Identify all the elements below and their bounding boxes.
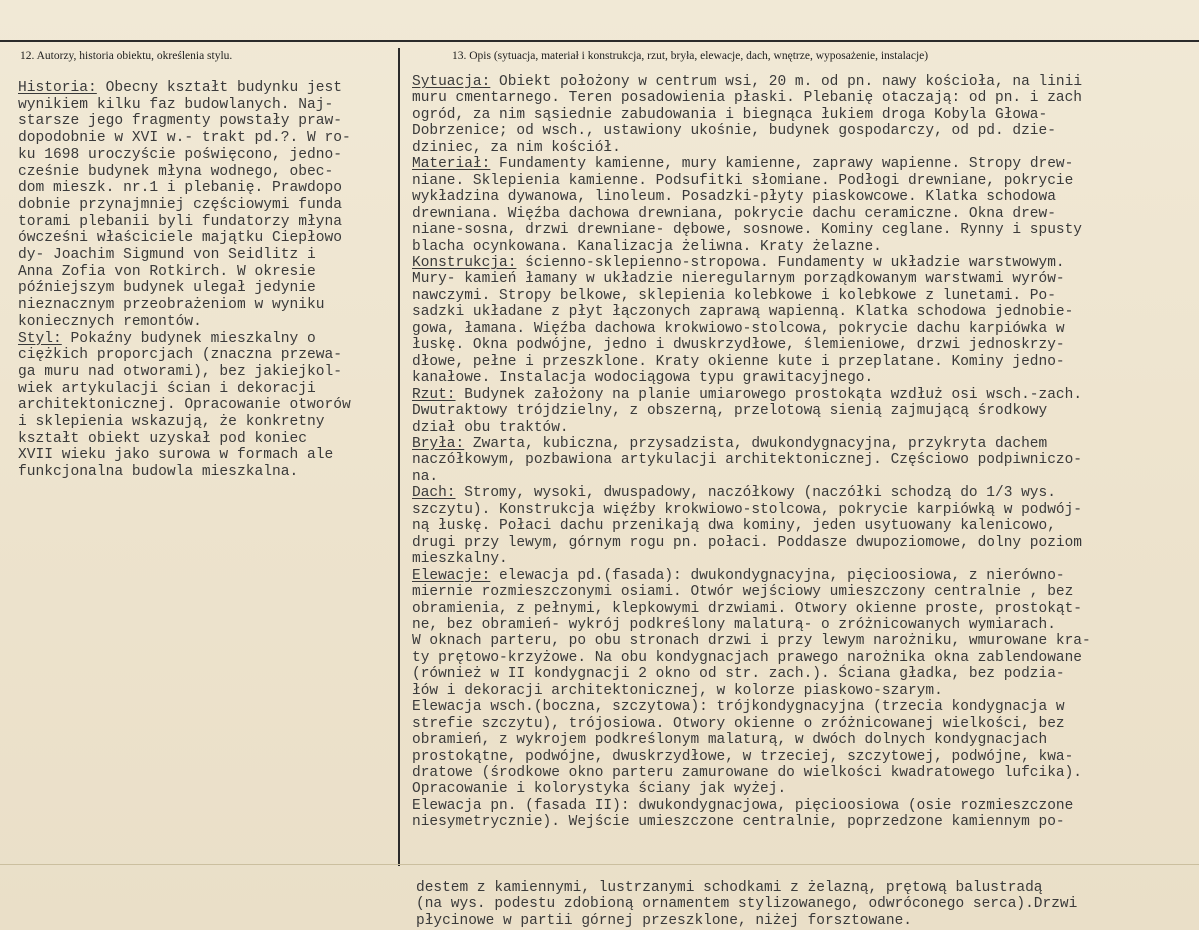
line-text: łuskę. Okna podwójne, jedno i dwuskrzydłowe, ślemieniowe, drzwi jednoskrzy- — [412, 337, 1065, 354]
line-text: Anna Zofia von Rotkirch. W okresie — [18, 263, 316, 280]
text-line — [412, 90, 1199, 106]
line-text: Zwarta, kubiczna, przysadzista, dwukondygnacyjna, przykryta dachem — [464, 435, 1048, 452]
line-text: dopodobnie w XVI w.- trakt pd.?. W ro- — [18, 130, 351, 147]
section-label: Historia: — [18, 80, 97, 96]
text-line — [412, 255, 1199, 271]
text-line — [412, 239, 1199, 255]
line-text: Opracowanie i kolorystyka ściany jak wyżej. — [412, 781, 787, 798]
line-text: muru cmentarnego. Teren posadowienia płaski. Plebanię otaczają: od pn. i zach — [412, 90, 1083, 107]
line-text: ga muru nad otworami), bez jakiejkol- — [18, 363, 343, 380]
text-line — [18, 180, 396, 197]
description-column — [412, 74, 1199, 831]
text-line — [412, 617, 1199, 633]
text-line — [412, 732, 1199, 748]
text-line — [412, 798, 1199, 814]
text-line — [412, 633, 1199, 649]
section-label: Elewacje: — [412, 567, 491, 584]
text-line — [18, 397, 396, 414]
section-12-heading: 12. Autorzy, historia obiektu, określenia stylu. — [20, 50, 233, 62]
text-line — [412, 452, 1199, 468]
line-text: (również w II kondygnacji 2 okno od str. zach.). Ściana gładka, bez podzia- — [412, 666, 1065, 683]
section-label: Materiał: — [412, 156, 491, 173]
line-text: dziniec, za nim kościół. — [412, 139, 621, 156]
section-label: Styl: — [18, 330, 62, 347]
text-line — [412, 650, 1199, 666]
line-text: Stromy, wysoki, dwuspadowy, naczółkowy (naczółki schodzą do 1/3 wys. — [455, 485, 1056, 502]
text-line — [18, 331, 396, 348]
text-line — [412, 321, 1199, 337]
line-text: starsze jego fragmenty powstały praw- — [18, 113, 343, 130]
line-text: dom mieszk. nr.1 i plebanię. Prawdopo — [18, 180, 343, 197]
text-line — [18, 381, 396, 398]
line-text: ówcześni właściciele majątku Ciepłowo — [18, 230, 343, 247]
text-line — [412, 387, 1199, 403]
text-line — [18, 130, 396, 147]
column-divider — [398, 48, 400, 866]
line-text: kształt obiekt uzyskał pod koniec — [18, 430, 308, 447]
line-text: nawczymi. Stropy belkowe, sklepienia kolebkowe i kolebkowe z lunetami. Po- — [412, 287, 1056, 304]
text-line — [416, 896, 1199, 912]
text-line — [412, 337, 1199, 353]
description-continuation — [416, 880, 1199, 929]
section-label: Sytuacja: — [412, 74, 491, 90]
section-label: Bryła: — [412, 435, 465, 452]
text-line — [412, 173, 1199, 189]
line-text: mieszkalny. — [412, 551, 508, 568]
line-text: ty prętowo-krzyżowe. Na obu kondygnacjach prawego narożnika okna zablendowane — [412, 649, 1083, 666]
text-line — [412, 420, 1199, 436]
text-line — [412, 781, 1199, 797]
text-line — [412, 288, 1199, 304]
line-text: nieznacznym przeobrażeniom w wyniku — [18, 297, 325, 314]
line-text: dobnie przynajmniej częściowymi funda — [18, 196, 343, 213]
line-text: niane-sosna, drzwi drewniane- dębowe, sosnowe. Kominy ceglane. Rynny i spusty — [412, 222, 1083, 239]
text-line — [416, 913, 1199, 929]
text-line — [412, 189, 1199, 205]
text-line — [18, 280, 396, 297]
text-line — [18, 464, 396, 481]
top-rule — [0, 40, 1199, 42]
line-text: strefie szczytu), trójosiowa. Otwory okienne o zróżnicowanej wielkości, bez — [412, 715, 1065, 732]
line-text: (na wys. podestu zdobioną ornamentem stylizowanego, odwróconego serca).Drzwi — [416, 896, 1078, 913]
line-text: XVII wieku jako surowa w formach ale — [18, 447, 334, 464]
line-text: funkcjonalna budowla mieszkalna. — [18, 464, 299, 481]
text-line — [412, 403, 1199, 419]
line-text: na. — [412, 468, 439, 485]
line-text: obramienia, z pełnymi, klepkowymi drzwiami. Otwory okienne proste, prostokąt- — [412, 600, 1083, 617]
text-line — [412, 156, 1199, 172]
text-line — [412, 666, 1199, 682]
text-line — [412, 206, 1199, 222]
section-label: Konstrukcja: — [412, 254, 517, 271]
line-text: wynikiem kilku faz budowlanych. Naj- — [18, 96, 334, 113]
line-text: W oknach parteru, po obu stronach drzwi i przy lewym narożniku, wmurowane kra- — [412, 633, 1091, 650]
line-text: późniejszym budynek ulegał jedynie — [18, 280, 316, 297]
line-text: Elewacja pn. (fasada II): dwukondygnacjowa, pięcioosiowa (osie rozmieszczone — [412, 797, 1074, 814]
line-text: wiek artykulacji ścian i dekoracji — [18, 380, 316, 397]
line-text: płycinowe w partii górnej przeszklone, niżej forsztowane. — [416, 912, 912, 929]
line-text: dział obu traktów. — [412, 419, 569, 436]
text-line — [412, 716, 1199, 732]
line-text: Fundamenty kamienne, mury kamienne, zaprawy wapienne. Stropy drew- — [490, 156, 1074, 173]
line-text: drewniana. Więźba dachowa drewniana, pokrycie dachu ceramiczne. Okna drew- — [412, 205, 1056, 222]
line-text: ną łuskę. Połaci dachu przenikają dwa kominy, jeden usytuowany kalenicowo, — [412, 518, 1056, 535]
text-line — [412, 814, 1199, 830]
line-text: naczółkowym, pozbawiona artykulacji architektonicznej. Częściowo podpiwniczo- — [412, 452, 1083, 469]
text-line — [416, 880, 1199, 896]
text-line — [412, 551, 1199, 567]
line-text: i sklepienia wskazują, że konkretny — [18, 414, 325, 431]
line-text: architektonicznej. Opracowanie otworów — [18, 397, 351, 414]
line-text: Obiekt położony w centrum wsi, 20 m. od pn. nawy kościoła, na linii — [490, 74, 1083, 90]
text-line — [412, 222, 1199, 238]
line-text: cześnie budynek młyna wodnego, obec- — [18, 163, 334, 180]
text-line — [18, 80, 396, 97]
text-line — [18, 214, 396, 231]
line-text: elewacja pd.(fasada): dwukondygnacyjna, pięcioosiowa, z nierówno- — [490, 567, 1065, 584]
line-text: ne, bez obramień- wykrój podkreślony malaturą- o zróżnicowanych wymiarach. — [412, 616, 1056, 633]
text-line — [412, 271, 1199, 287]
line-text: blacha ocynkowana. Kanalizacja żeliwna. Kraty żelazne. — [412, 238, 882, 255]
line-text: destem z kamiennymi, lustrzanymi schodkami z żelazną, prętową balustradą — [416, 880, 1043, 896]
text-line — [412, 765, 1199, 781]
text-line — [412, 370, 1199, 386]
line-text: ogród, za nim sąsiednie zabudowania i biegnąca łukiem droga Kobyla Głowa- — [412, 106, 1048, 123]
line-text: dłowe, pełne i przeszklone. Kraty okienne kute i przeplatane. Kominy jedno- — [412, 353, 1065, 370]
line-text: obramień, z wykrojem podkreślonym malaturą, w dwóch dolnych kondygnacjach — [412, 732, 1048, 749]
text-line — [412, 74, 1199, 90]
line-text: gowa, łamana. Więźba dachowa krokwiowo-stolcowa, pokrycie dachu karpiówka w — [412, 320, 1065, 337]
line-text: ku 1698 uroczyście poświęcono, jedno- — [18, 146, 343, 163]
text-line — [18, 364, 396, 381]
text-line — [18, 314, 396, 331]
line-text: wykładzina dywanowa, linoleum. Posadzki-płyty piaskowcowe. Klatka schodowa — [412, 189, 1056, 206]
line-text: ścienno-sklepienno-stropowa. Fundamenty w układzie warstwowym. — [516, 254, 1065, 271]
text-line — [18, 247, 396, 264]
line-text: koniecznych remontów. — [18, 313, 202, 330]
text-line — [18, 264, 396, 281]
line-text: łów i dekoracji architektonicznej, w kolorze piaskowo-szarym. — [412, 682, 943, 699]
text-line — [18, 431, 396, 448]
line-text: prostokątne, podwójne, dwuskrzydłowe, w trzeciej, szczytowej, podwójne, kwa- — [412, 748, 1074, 765]
line-text: dy- Joachim Sigmund von Seidlitz i — [18, 247, 316, 264]
text-line — [412, 699, 1199, 715]
line-text: drugi przy lewym, górnym rogu pn. połaci. Poddasze dwupoziomowe, dolny poziom — [412, 534, 1083, 551]
line-text: miernie rozmieszczonymi osiami. Otwór wejściowy umieszczony centralnie , bez — [412, 584, 1074, 601]
line-text: Mury- kamień łamany w układzie nieregularnym porządkowanym warstwami wyrów- — [412, 271, 1065, 288]
line-text: Pokaźny budynek mieszkalny o — [61, 330, 316, 347]
text-line — [18, 147, 396, 164]
text-line — [18, 164, 396, 181]
line-text: Obecny kształt budynku jest — [96, 80, 343, 96]
text-line — [412, 535, 1199, 551]
line-text: ciężkich proporcjach (znaczna przewa- — [18, 347, 343, 364]
text-line — [412, 683, 1199, 699]
text-line — [412, 502, 1199, 518]
text-line — [18, 347, 396, 364]
text-line — [412, 354, 1199, 370]
bottom-rule — [0, 864, 1199, 865]
section-label: Dach: — [412, 485, 456, 502]
text-line — [412, 601, 1199, 617]
text-line — [18, 197, 396, 214]
text-line — [18, 297, 396, 314]
text-line — [412, 584, 1199, 600]
text-line — [412, 568, 1199, 584]
text-line — [18, 230, 396, 247]
text-line — [18, 414, 396, 431]
text-line — [412, 140, 1199, 156]
text-line — [412, 436, 1199, 452]
section-13-heading: 13. Opis (sytuacja, materiał i konstrukcja, rzut, bryła, elewacje, dach, wnętrze, wyposażenie, instalacje) — [452, 50, 929, 62]
text-line — [412, 518, 1199, 534]
line-text: kanałowe. Instalacja wodociągowa typu grawitacyjnego. — [412, 370, 874, 387]
line-text: niesymetrycznie). Wejście umieszczone centralnie, poprzedzone kamiennym po- — [412, 814, 1065, 831]
line-text: Elewacja wsch.(boczna, szczytowa): trójkondygnacyjna (trzecia kondygnacja w — [412, 699, 1065, 716]
line-text: sadzki układane z płyt łączonych zaprawą wapienną. Klatka schodowa jednobie- — [412, 304, 1074, 321]
text-line — [412, 749, 1199, 765]
text-line — [412, 469, 1199, 485]
text-line — [18, 97, 396, 114]
text-line — [412, 107, 1199, 123]
line-text: Dobrzenice; od wsch., ustawiony ukośnie, budynek gospodarczy, od pd. dzie- — [412, 123, 1056, 140]
text-line — [412, 485, 1199, 501]
line-text: torami plebanii byli fundatorzy młyna — [18, 213, 343, 230]
line-text: szczytu). Konstrukcja więźby krokwiowo-stolcowa, pokrycie karpiówką w podwój- — [412, 501, 1083, 518]
text-line — [412, 304, 1199, 320]
text-line — [412, 123, 1199, 139]
section-label: Rzut: — [412, 386, 456, 403]
line-text: dratowe (środkowe okno parteru zamurowane do wielkości kwadratowego lufcika). — [412, 765, 1083, 782]
text-line — [18, 113, 396, 130]
line-text: Dwutraktowy trójdzielny, z obszerną, przelotową sienią zajmującą środkowy — [412, 403, 1048, 420]
line-text: Budynek założony na planie umiarowego prostokąta wzdłuż osi wsch.-zach. — [455, 386, 1083, 403]
text-line — [18, 447, 396, 464]
line-text: niane. Sklepienia kamienne. Podsufitki słomiane. Podłogi drewniane, pokrycie — [412, 172, 1074, 189]
history-style-column — [18, 80, 396, 481]
